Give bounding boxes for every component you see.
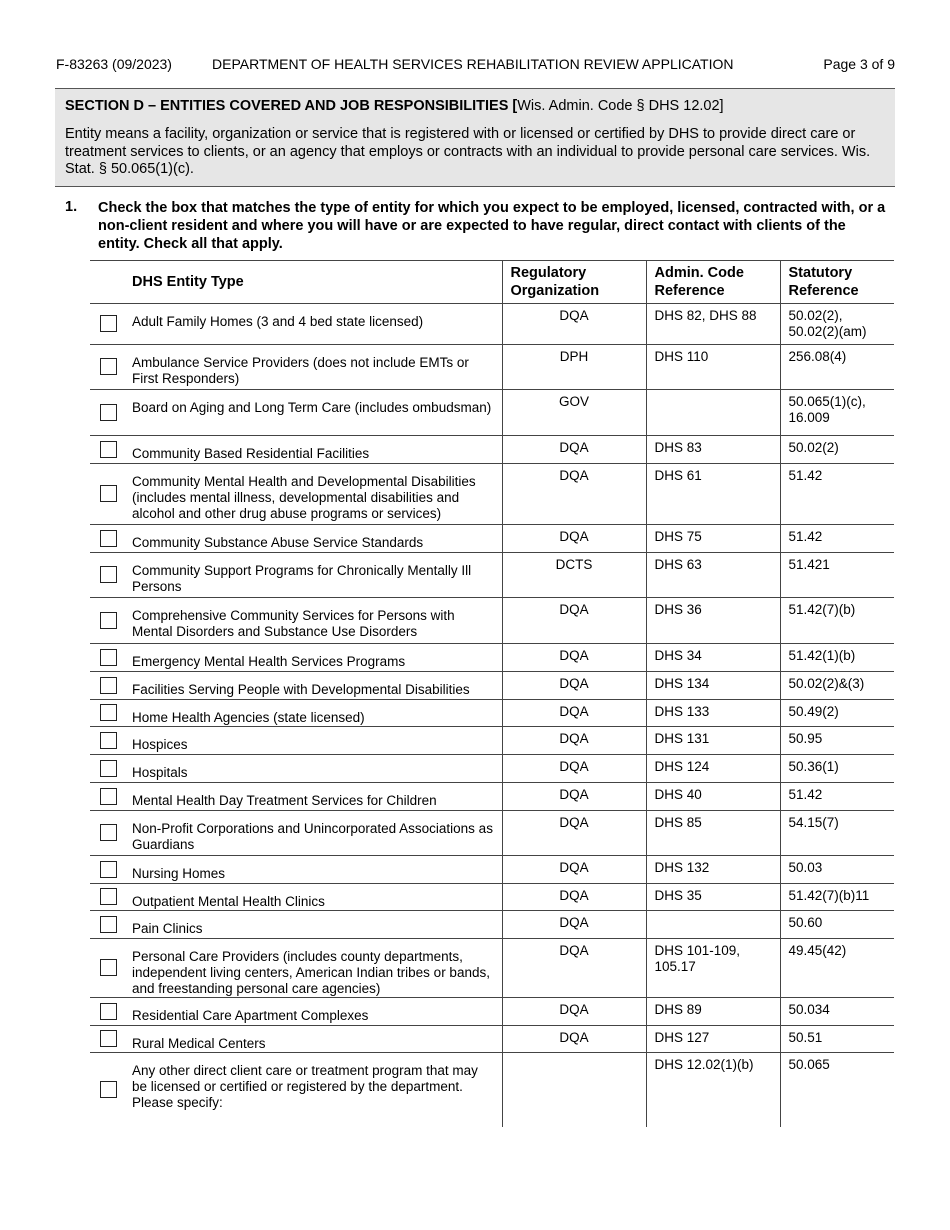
page-number: Page 3 of 9: [823, 56, 895, 72]
entity-type-cell: [90, 1026, 502, 1053]
table-row: [90, 1026, 894, 1053]
entity-table: [90, 260, 894, 1127]
regulatory-organization-cell: DQA: [502, 755, 646, 783]
regulatory-organization-cell: [502, 1053, 646, 1127]
admin-code-cell: DHS 134: [646, 672, 780, 700]
entity-type-cell: [90, 598, 502, 644]
entity-type-label: Hospitals: [132, 765, 188, 780]
entity-checkbox[interactable]: [100, 441, 117, 458]
statutory-reference-cell: 50.02(2)&(3): [780, 672, 894, 700]
entity-checkbox[interactable]: [100, 677, 117, 694]
entity-type-label: Pain Clinics: [132, 921, 203, 936]
question-number: 1.: [65, 199, 78, 215]
statutory-reference-cell: 256.08(4): [780, 345, 894, 390]
entity-type-label: Any other direct client care or treatment program that may be licensed or certified or registered by the department. Please specify:: [132, 1063, 478, 1110]
entity-type-cell: [90, 755, 502, 783]
statutory-reference-cell: 51.42: [780, 525, 894, 553]
admin-code-cell: DHS 35: [646, 884, 780, 911]
table-header-row: [90, 261, 894, 304]
table-row: [90, 998, 894, 1026]
entity-type-label: Adult Family Homes (3 and 4 bed state licensed): [132, 314, 424, 329]
regulatory-organization-cell: DQA: [502, 672, 646, 700]
entity-type-cell: [90, 811, 502, 856]
admin-code-cell: DHS 40: [646, 783, 780, 811]
statutory-reference-cell: 49.45(42): [780, 939, 894, 998]
entity-checkbox[interactable]: [100, 1003, 117, 1020]
statutory-reference-cell: 51.42: [780, 783, 894, 811]
entity-type-label: Nursing Homes: [132, 866, 226, 881]
entity-type-cell: [90, 390, 502, 436]
admin-code-cell: DHS 124: [646, 755, 780, 783]
entity-type-cell: [90, 304, 502, 345]
entity-type-cell: [90, 727, 502, 755]
table-row: [90, 390, 894, 436]
entity-checkbox[interactable]: [100, 732, 117, 749]
entity-checkbox[interactable]: [100, 1081, 117, 1098]
entity-type-cell: [90, 525, 502, 553]
regulatory-organization-cell: DQA: [502, 939, 646, 998]
entity-checkbox[interactable]: [100, 1030, 117, 1047]
entity-type-cell: [90, 783, 502, 811]
entity-type-cell: [90, 436, 502, 464]
statutory-reference-cell: 50.36(1): [780, 755, 894, 783]
regulatory-organization-cell: DQA: [502, 911, 646, 939]
form-id: F-83263 (09/2023): [56, 56, 172, 72]
admin-code-cell: DHS 61: [646, 464, 780, 525]
table-row: [90, 755, 894, 783]
entity-checkbox[interactable]: [100, 612, 117, 629]
entity-type-cell: [90, 1053, 502, 1127]
section-d-box: [55, 89, 895, 187]
admin-code-cell: [646, 390, 780, 436]
entity-checkbox[interactable]: [100, 824, 117, 841]
entity-type-label: Community Based Residential Facilities: [132, 446, 370, 461]
statutory-reference-cell: 50.02(2): [780, 436, 894, 464]
table-row: [90, 783, 894, 811]
table-row: [90, 884, 894, 911]
entity-checkbox[interactable]: [100, 861, 117, 878]
admin-code-cell: DHS 101-109, 105.17: [646, 939, 780, 998]
entity-checkbox[interactable]: [100, 315, 117, 332]
admin-code-cell: DHS 83: [646, 436, 780, 464]
entity-checkbox[interactable]: [100, 788, 117, 805]
regulatory-organization-cell: DQA: [502, 1026, 646, 1053]
regulatory-organization-cell: DQA: [502, 598, 646, 644]
entity-type-cell: [90, 856, 502, 884]
entity-type-label: Rural Medical Centers: [132, 1036, 266, 1051]
admin-code-cell: DHS 132: [646, 856, 780, 884]
entity-type-label: Community Substance Abuse Service Standards: [132, 535, 424, 550]
statutory-reference-cell: 51.42(1)(b): [780, 644, 894, 672]
admin-code-cell: DHS 75: [646, 525, 780, 553]
entity-checkbox[interactable]: [100, 959, 117, 976]
entity-checkbox[interactable]: [100, 485, 117, 502]
statutory-reference-cell: 54.15(7): [780, 811, 894, 856]
entity-checkbox[interactable]: [100, 704, 117, 721]
statutory-reference-cell: 51.421: [780, 553, 894, 598]
table-row: [90, 345, 894, 390]
regulatory-organization-cell: DCTS: [502, 553, 646, 598]
regulatory-organization-cell: DQA: [502, 644, 646, 672]
regulatory-organization-cell: DQA: [502, 811, 646, 856]
entity-type-cell: [90, 884, 502, 911]
entity-type-label: Residential Care Apartment Complexes: [132, 1008, 369, 1023]
regulatory-organization-cell: DQA: [502, 436, 646, 464]
entity-checkbox[interactable]: [100, 404, 117, 421]
statutory-reference-cell: 51.42: [780, 464, 894, 525]
admin-code-cell: DHS 82, DHS 88: [646, 304, 780, 345]
admin-code-cell: DHS 133: [646, 700, 780, 727]
entity-type-label: Non-Profit Corporations and Unincorporated Associations as Guardians: [132, 821, 493, 852]
statutory-reference-cell: 50.60: [780, 911, 894, 939]
entity-type-label: Community Mental Health and Developmental Disabilities (includes mental illness, developmental disabilities and alcohol and other drug abuse programs or services): [132, 474, 476, 521]
table-row: [90, 700, 894, 727]
entity-type-label: Community Support Programs for Chronically Mentally Ill Persons: [132, 563, 472, 594]
entity-checkbox[interactable]: [100, 566, 117, 583]
table-row: [90, 939, 894, 998]
admin-code-cell: DHS 34: [646, 644, 780, 672]
entity-type-cell: [90, 553, 502, 598]
statutory-reference-cell: 50.065(1)(c), 16.009: [780, 390, 894, 436]
entity-type-cell: [90, 672, 502, 700]
admin-code-cell: DHS 89: [646, 998, 780, 1026]
entity-type-label: Mental Health Day Treatment Services for Children: [132, 793, 437, 808]
admin-code-cell: DHS 85: [646, 811, 780, 856]
table-row: [90, 644, 894, 672]
section-title-ref: Wis. Admin. Code § DHS 12.02]: [517, 98, 724, 114]
regulatory-organization-cell: DQA: [502, 884, 646, 911]
table-row: [90, 856, 894, 884]
entity-type-label: Outpatient Mental Health Clinics: [132, 894, 325, 909]
statutory-reference-cell: 51.42(7)(b)11: [780, 884, 894, 911]
col-entity-type: DHS Entity Type: [90, 261, 502, 304]
statutory-reference-cell: 50.034: [780, 998, 894, 1026]
table-row: [90, 598, 894, 644]
statutory-reference-cell: 51.42(7)(b): [780, 598, 894, 644]
regulatory-organization-cell: DQA: [502, 464, 646, 525]
regulatory-organization-cell: DPH: [502, 345, 646, 390]
entity-type-label: Home Health Agencies (state licensed): [132, 710, 365, 725]
col-regulatory-organization: Regulatory Organization: [502, 261, 646, 304]
entity-type-cell: [90, 464, 502, 525]
entity-type-cell: [90, 644, 502, 672]
entity-type-label: Hospices: [132, 737, 188, 752]
col-admin-code: Admin. Code Reference: [646, 261, 780, 304]
admin-code-cell: DHS 63: [646, 553, 780, 598]
col-statutory-reference: Statutory Reference: [780, 261, 894, 304]
entity-type-cell: [90, 700, 502, 727]
section-definition: Entity means a facility, organization or service that is registered with or licensed or certified by DHS to provide direct care or treatment services to clients, or an agency that employs or contracts with an individual to provide personal care services. Wis. Stat. § 50.065(1)(c).: [65, 126, 871, 177]
entity-checkbox[interactable]: [100, 916, 117, 933]
entity-checkbox[interactable]: [100, 888, 117, 905]
regulatory-organization-cell: DQA: [502, 727, 646, 755]
entity-type-label: Personal Care Providers (includes county departments, independent living centers, American Indian tribes or bands, and freestanding personal care agencies): [132, 949, 490, 996]
table-row: [90, 672, 894, 700]
entity-type-cell: [90, 939, 502, 998]
regulatory-organization-cell: DQA: [502, 304, 646, 345]
table-row: [90, 811, 894, 856]
statutory-reference-cell: 50.065: [780, 1053, 894, 1127]
statutory-reference-cell: 50.95: [780, 727, 894, 755]
table-row: [90, 911, 894, 939]
regulatory-organization-cell: DQA: [502, 998, 646, 1026]
regulatory-organization-cell: DQA: [502, 783, 646, 811]
regulatory-organization-cell: DQA: [502, 700, 646, 727]
regulatory-organization-cell: DQA: [502, 856, 646, 884]
table-row: [90, 464, 894, 525]
statutory-reference-cell: 50.49(2): [780, 700, 894, 727]
admin-code-cell: DHS 131: [646, 727, 780, 755]
entity-type-label: Emergency Mental Health Services Programs: [132, 654, 406, 669]
table-row: [90, 525, 894, 553]
table-row: [90, 436, 894, 464]
admin-code-cell: DHS 127: [646, 1026, 780, 1053]
regulatory-organization-cell: DQA: [502, 525, 646, 553]
statutory-reference-cell: 50.03: [780, 856, 894, 884]
statutory-reference-cell: 50.02(2), 50.02(2)(am): [780, 304, 894, 345]
regulatory-organization-cell: GOV: [502, 390, 646, 436]
table-row: [90, 304, 894, 345]
section-title-bold: SECTION D – ENTITIES COVERED AND JOB RESPONSIBILITIES [: [65, 98, 518, 114]
entity-type-label: Comprehensive Community Services for Persons with Mental Disorders and Substance Use Disorders: [132, 608, 455, 639]
question-text: Check the box that matches the type of entity for which you expect to be employed, licensed, contracted with, or a non-client resident and where you will have or are expected to have regular, direct contact with clients of the entity. Check all that apply.: [98, 200, 886, 252]
admin-code-cell: DHS 110: [646, 345, 780, 390]
table-row: [90, 1053, 894, 1127]
entity-type-cell: [90, 998, 502, 1026]
section-title: [65, 98, 724, 114]
entity-type-cell: [90, 345, 502, 390]
entity-checkbox[interactable]: [100, 649, 117, 666]
admin-code-cell: [646, 911, 780, 939]
entity-type-cell: [90, 911, 502, 939]
table-row: [90, 553, 894, 598]
table-row: [90, 727, 894, 755]
entity-checkbox[interactable]: [100, 358, 117, 375]
admin-code-cell: DHS 36: [646, 598, 780, 644]
department-title: DEPARTMENT OF HEALTH SERVICES REHABILITATION REVIEW APPLICATION: [212, 56, 734, 72]
entity-checkbox[interactable]: [100, 530, 117, 547]
entity-checkbox[interactable]: [100, 760, 117, 777]
entity-type-label: Facilities Serving People with Developmental Disabilities: [132, 682, 470, 697]
entity-type-label: Ambulance Service Providers (does not include EMTs or First Responders): [132, 355, 469, 386]
statutory-reference-cell: 50.51: [780, 1026, 894, 1053]
entity-type-label: Board on Aging and Long Term Care (includes ombudsman): [132, 400, 492, 415]
admin-code-cell: DHS 12.02(1)(b): [646, 1053, 780, 1127]
